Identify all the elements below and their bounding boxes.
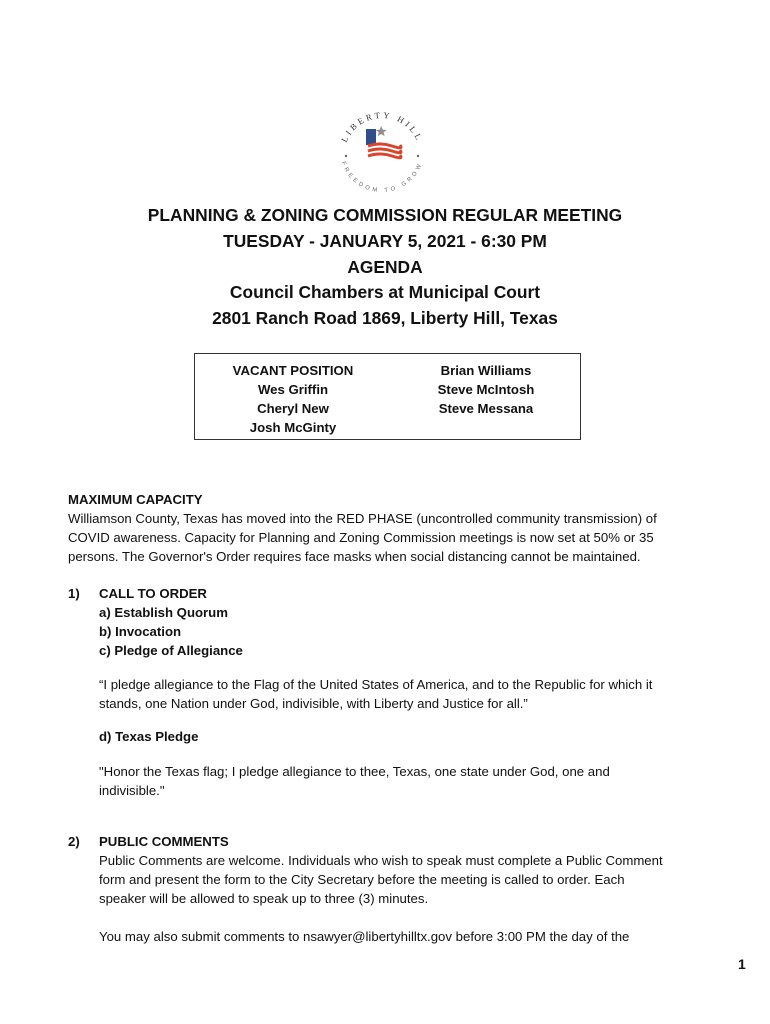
member-name: Steve McIntosh — [437, 382, 535, 397]
members-right-column — [391, 361, 581, 418]
agenda-label: AGENDA — [347, 256, 423, 277]
svg-text:FREEDOM TO GROW — [340, 161, 424, 194]
capacity-text-line: Williamson County, Texas has moved into the RED PHASE (uncontrolled community transmission) of — [68, 511, 657, 526]
member-name: Cheryl New — [257, 401, 329, 416]
submit-comments-line: You may also submit comments to nsawyer@libertyhilltx.gov before 3:00 PM the day of the — [99, 929, 630, 944]
item-2-number: 2) — [68, 834, 80, 849]
capacity-heading: MAXIMUM CAPACITY — [68, 492, 203, 507]
liberty-hill-logo — [330, 98, 434, 202]
public-comments-line: form and present the form to the City Secretary before the meeting is called to order. Each — [99, 872, 625, 887]
item-1-number: 1) — [68, 586, 80, 601]
capacity-text-line: persons. The Governor's Order requires face masks when social distancing cannot be maintained. — [68, 549, 641, 564]
member-name: Brian Williams — [440, 363, 532, 378]
pledge-text — [99, 675, 652, 713]
subitem-pledge: c) Pledge of Allegiance — [99, 643, 243, 658]
capacity-text-line: COVID awareness. Capacity for Planning and Zoning Commission meetings is now set at 50% or 35 — [68, 530, 654, 545]
member-name: Wes Griffin — [257, 382, 329, 397]
texas-pledge-heading: d) Texas Pledge — [99, 729, 199, 744]
meeting-title: PLANNING & ZONING COMMISSION REGULAR MEETING — [147, 205, 623, 225]
texas-pledge-line: indivisible." — [99, 783, 165, 798]
page-number: 1 — [738, 956, 746, 972]
commission-members-box — [194, 353, 581, 440]
member-name: Steve Messana — [438, 401, 534, 416]
subitem-invocation: b) Invocation — [99, 624, 182, 639]
members-left-column — [195, 361, 391, 437]
texas-pledge-text — [99, 762, 610, 800]
subitem-quorum: a) Establish Quorum — [99, 605, 228, 620]
meeting-title-block — [0, 203, 770, 332]
call-to-order-heading: CALL TO ORDER — [99, 586, 207, 601]
meeting-date: TUESDAY - JANUARY 5, 2021 - 6:30 PM — [223, 230, 547, 251]
pledge-line: stands, one Nation under God, indivisible, with Liberty and Justice for all.” — [99, 696, 528, 711]
member-name: VACANT POSITION — [232, 363, 354, 378]
meeting-address: 2801 Ranch Road 1869, Liberty Hill, Texas — [212, 308, 558, 329]
capacity-section — [68, 490, 657, 566]
public-comments-line: speaker will be allowed to speak up to three (3) minutes. — [99, 891, 429, 906]
texas-pledge-line: "Honor the Texas flag; I pledge allegiance to thee, Texas, one state under God, one and — [99, 764, 610, 779]
public-comments-section — [99, 832, 663, 908]
public-comments-heading: PUBLIC COMMENTS — [99, 834, 229, 849]
logo-top-text: LIBERTY HILL — [338, 109, 426, 144]
member-name: Josh McGinty — [249, 420, 337, 435]
svg-text:LIBERTY HILL — [339, 110, 425, 144]
public-comments-line: Public Comments are welcome. Individuals who wish to speak must complete a Public Comment — [99, 853, 663, 868]
meeting-venue: Council Chambers at Municipal Court — [229, 282, 541, 303]
pledge-line: “I pledge allegiance to the Flag of the United States of America, and to the Republic for which it — [99, 677, 653, 692]
logo-bottom-text: FREEDOM TO GROW — [339, 160, 425, 195]
call-to-order-section — [99, 584, 243, 660]
